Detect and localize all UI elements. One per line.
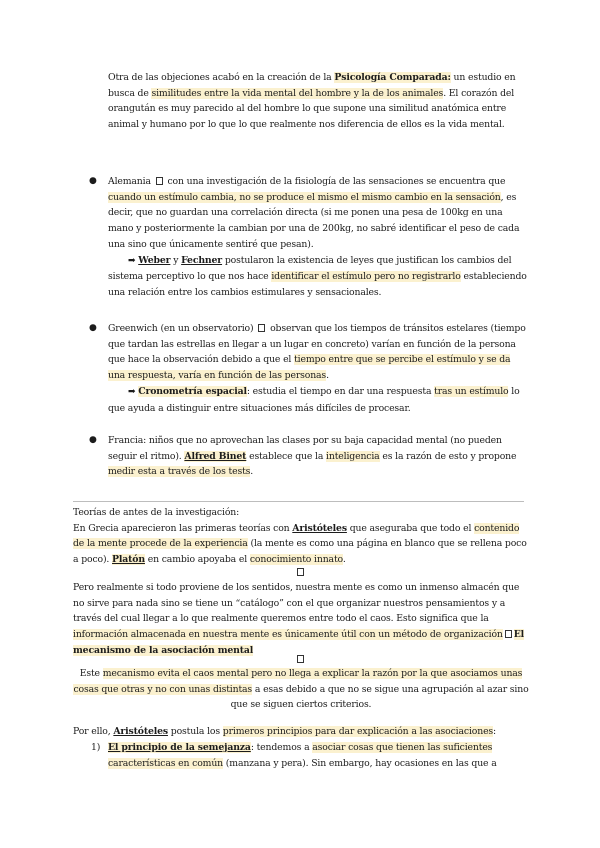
term-weber: Weber — [138, 254, 171, 266]
arrow-right-icon: ➡ — [128, 255, 136, 266]
term-platon: Platón — [112, 554, 145, 566]
bullet-icon: ● — [89, 323, 97, 333]
term-fechner: Fechner — [181, 254, 223, 266]
term-mecanismo-asociacion: El mecanismo de la asociación mental — [73, 629, 525, 656]
section-teorias: Teorías de antes de la investigación: En Grecia aparecieron las primeras teorías con Aristóteles que aseguraba que todo el contenido de la mente procede de la experiencia (la mente es como una página en blanco que se rellena poco a poco). Platón en cambio apoyaba el conocimiento innato. — [73, 507, 527, 566]
checkbox-glyph-icon — [297, 655, 304, 663]
bullet-icon: ● — [89, 435, 97, 445]
section-title: Teorías de antes de la investigación: — [73, 507, 240, 518]
paragraph-psicologia-comparada: Otra de las objeciones acabó en la creación de la Psicología Comparada: un estudio en busca de similitudes entre la vida mental del hombre y la de los animales. El corazón del orangután es muy parecido al del hombre lo que supone una similitud anatómica entre animal y humano por lo que lo que realmente nos diferencia de ellos es la vida mental. — [108, 72, 516, 131]
paragraph-este-mecanismo: Este mecanismo evita el caos mental pero no llega a explicar la razón por la que asociamos unas cosas que otras y no con unas distintas a esas debido a que no se sigue una agrupación al azar sino que se siguen ciertos criterios. — [73, 668, 529, 711]
list-item-francia: Francia: niños que no aprovechan las clases por su baja capacidad mental (no pueden seguir el ritmo). Alfred Binet establece que la inteligencia es la razón de esto y propone medir esta a través de los tests. — [108, 435, 517, 478]
checkbox-glyph-icon — [505, 630, 512, 638]
paragraph-pero-realmente: Pero realmente si todo proviene de los sentidos, nuestra mente es como un inmenso almacén que no sirve para nada sino se tiene un “catálogo” con el que organizar nuestros pensamientos y a través del cual llegar a lo que realmente queremos entre todo el caos. Esto significa que la información almacenada en nuestra mente es únicamente útil con un método de organización El mecanismo de la asociación mental — [73, 582, 525, 656]
checkbox-glyph-icon — [156, 177, 163, 185]
list-item-greenwich: Greenwich (en un observatorio) observan que los tiempos de tránsitos estelares (tiempo que tardan las estrellas en llegar a un lugar en concreto) varían en función de la persona que hace la observación debido a que el tiempo entre que se percibe el estímulo y se da una respuesta, varía en función de las personas. ➡ Cronometría espacial: estudia el tiempo en dar una respuesta tras un estímulo lo que ayuda a distinguir entre situaciones más difíciles de procesar. — [108, 323, 526, 414]
checkbox-glyph-icon — [258, 324, 265, 332]
term-alfred-binet: Alfred Binet — [184, 450, 247, 462]
term-psicologia-comparada: Psicología Comparada: — [334, 72, 451, 83]
divider — [73, 501, 524, 502]
term-cronometria-espacial: Cronometría espacial — [138, 385, 247, 397]
list-item-semejanza: El principio de la semejanza: tendemos a asociar cosas que tienen las suficientes características en común (manzana y pera). Sin embargo, hay ocasiones en las que a — [108, 742, 497, 769]
term-aristoteles: Aristóteles — [292, 522, 347, 534]
list-number: 1) — [91, 742, 101, 753]
bullet-icon: ● — [89, 176, 97, 186]
term-aristoteles: Aristóteles — [113, 726, 168, 737]
term-principio-semejanza: El principio de la semejanza — [108, 742, 251, 753]
checkbox-glyph-icon — [297, 568, 304, 576]
list-item-alemania: Alemania con una investigación de la fisiología de las sensaciones se encuentra que cuando un estímulo cambia, no se produce el mismo el mismo cambio en la sensación, es decir, que no guardan una correlación directa (si me ponen una pesa de 100kg en una mano y posteriormente la cambian por una de 200kg, no sabré identificar el peso de cada una sino que únicamente sentiré que pesan). ➡ Weber y Fechner postularon la existencia de leyes que justifican los cambios del sistema perceptivo lo que nos hace identificar el estímulo pero no registrarlo estableciendo una relación entre los cambios estimulares y sensacionales. — [108, 176, 527, 298]
paragraph-por-ello: Por ello, Aristóteles postula los primeros principios para dar explicación a las asociaciones: — [73, 726, 497, 737]
arrow-right-icon: ➡ — [128, 386, 136, 397]
